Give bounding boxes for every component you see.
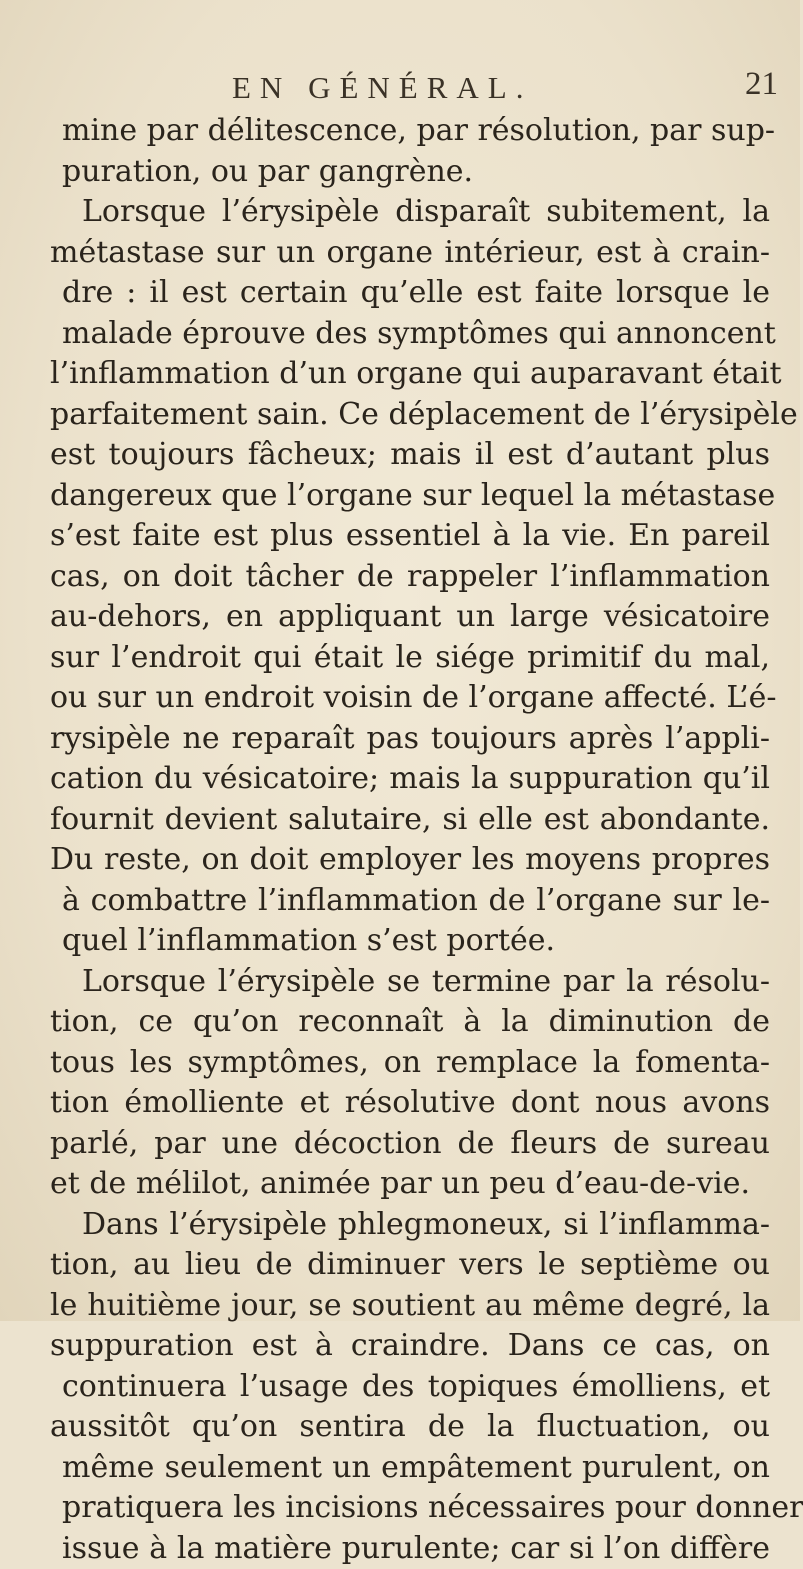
text-line: dre : il est certain qu’elle est faite lorsque le bbox=[50, 273, 770, 314]
text-line: dangereux que l’organe sur lequel la métastase bbox=[50, 476, 770, 517]
text-line: issue à la matière purulente; car si l’on diffère bbox=[50, 1529, 770, 1569]
paragraph-start-line: Lorsque l’érysipèle disparaît subitement, la bbox=[50, 192, 770, 233]
text-line: aussitôt qu’on sentira de la fluctuation, ou bbox=[50, 1407, 770, 1448]
running-head bbox=[0, 60, 800, 110]
text-line: à combattre l’inflammation de l’organe sur le- bbox=[50, 881, 770, 922]
text-line: fournit devient salutaire, si elle est abondante. bbox=[50, 800, 770, 841]
text-line: ou sur un endroit voisin de l’organe affecté. L’é- bbox=[50, 678, 770, 719]
text-line: parfaitement sain. Ce déplacement de l’érysipèle bbox=[50, 395, 770, 436]
text-line: métastase sur un organe intérieur, est à crain- bbox=[50, 233, 770, 274]
text-line: cation du vésicatoire; mais la suppuration qu’il bbox=[50, 759, 770, 800]
text-line: Du reste, on doit employer les moyens propres bbox=[50, 840, 770, 881]
text-line: sur l’endroit qui était le siége primitif du mal, bbox=[50, 638, 770, 679]
text-line: malade éprouve des symptômes qui annoncent bbox=[50, 314, 770, 355]
text-line: s’est faite est plus essentiel à la vie. En pareil bbox=[50, 516, 770, 557]
text-line: continuera l’usage des topiques émolliens, et bbox=[50, 1367, 770, 1408]
text-line: rysipèle ne reparaît pas toujours après l’appli- bbox=[50, 719, 770, 760]
paragraph-start-line: Dans l’érysipèle phlegmoneux, si l’inflamma- bbox=[50, 1205, 770, 1246]
running-title: EN GÉNÉRAL. bbox=[232, 70, 532, 106]
text-line: est toujours fâcheux; mais il est d’autant plus bbox=[50, 435, 770, 476]
text-line: tion, ce qu’on reconnaît à la diminution de bbox=[50, 1002, 770, 1043]
text-line: l’inflammation d’un organe qui auparavant était bbox=[50, 354, 770, 395]
text-line: et de mélilot, animée par un peu d’eau-de-vie. bbox=[50, 1164, 770, 1205]
text-line: quel l’inflammation s’est portée. bbox=[50, 921, 770, 962]
text-line: parlé, par une décoction de fleurs de sureau bbox=[50, 1124, 770, 1165]
text-line: au-dehors, en appliquant un large vésicatoire bbox=[50, 597, 770, 638]
text-line: cas, on doit tâcher de rappeler l’inflammation bbox=[50, 557, 770, 598]
page-number: 21 bbox=[745, 66, 778, 103]
text-line: suppuration est à craindre. Dans ce cas, on bbox=[50, 1326, 770, 1367]
text-line: tion émolliente et résolutive dont nous avons bbox=[50, 1083, 770, 1124]
text-line: même seulement un empâtement purulent, on bbox=[50, 1448, 770, 1489]
paragraph-start-line: Lorsque l’érysipèle se termine par la résolu- bbox=[50, 962, 770, 1003]
text-line: tous les symptômes, on remplace la fomenta- bbox=[50, 1043, 770, 1084]
text-line: mine par délitescence, par résolution, par sup- bbox=[50, 111, 770, 152]
body-text bbox=[50, 111, 770, 1569]
text-line: tion, au lieu de diminuer vers le septième ou bbox=[50, 1245, 770, 1286]
text-line: le huitième jour, se soutient au même degré, la bbox=[50, 1286, 770, 1327]
text-line: puration, ou par gangrène. bbox=[50, 152, 770, 193]
text-line: pratiquera les incisions nécessaires pour donner bbox=[50, 1488, 770, 1529]
